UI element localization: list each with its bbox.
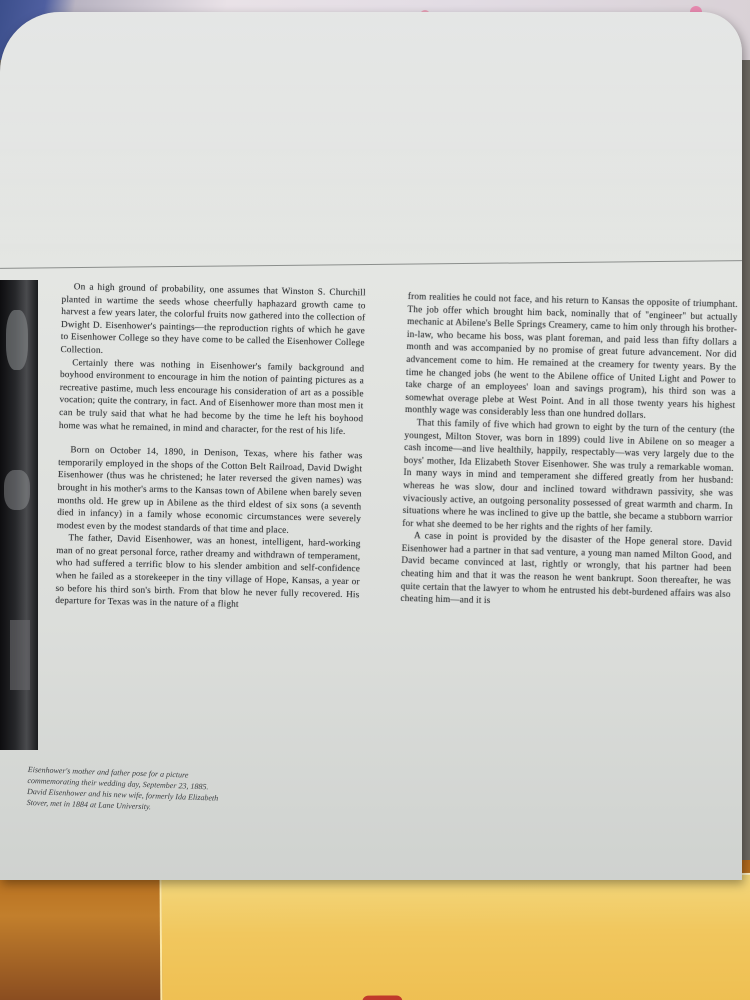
right-text-column: [400, 290, 738, 613]
paragraph: from realities he could not face, and his return to Kansas the opposite of triumphant. The job offer which brought him back, nominally that of "engineer" but actually mechanic at Abilene's Belle Springs Creamery, came to him only through his brother-in-law, who became his boss, was plant foreman, and paid less than fifty dollars a month and was accompanied by no promise of great future advancement. Nor did advancement come to him. He remained at the creamery for twenty years. By the time he changed jobs (he went to the Abilene office of United Light and Power to take charge of an employees' loan and savings program), his third son was a somewhat overage plebe at West Point. And in all those twenty years his highest monthly wage was considerably less than one hundred dollars.: [404, 290, 738, 421]
photo-caption: Eisenhower's mother and father pose for a picture commemorating their wedding day, September 23, 1885. David Eisenhower and his new wife, formerly Ida Elizabeth Stover, met in 1884 at Lane University.: [26, 764, 219, 812]
red-mark: [362, 995, 402, 1000]
paragraph: Born on October 14, 1890, in Denison, Texas, where his father was temporarily employed in the shops of the Cotton Belt Railroad, David Dwight Eisenhower (thus was he christened; he later reversed the given names) was brought in his mother's arms to the Kansas town of Abilene when barely seven months old. He grew up in Abilene as the third eldest of six sons (a seventh died in infancy) in a family whose economic circumstances were severely modest even by the modest standards of that time and place.: [56, 444, 363, 535]
paragraph: On a high ground of probability, one assumes that Winston S. Churchill planted in wartime the seeds whose cheerfully haphazard growth came to harvest a few years later, the colorful fruits now gathered into the collection of Dwight D. Eisenhower's paintings—the reproduction rights of which he gave to Eisenhower College so they have come to be called the Eisenhower College Collection.: [60, 281, 366, 355]
paragraph: A case in point is provided by the disaster of the Hope general store. David Eisenhower had a partner in that sad venture, a young man named Milton Good, and David became convinced at last, rightly or wrongly, that his partner had been cheating him and that it was the reason he went bankrupt. Soon thereafter, he was quite certain that the lawyer to whom he entrusted his debt-burdened affairs was also cheating him—and it is: [400, 530, 733, 606]
yellow-book-cover: [160, 873, 750, 1000]
paragraph: That this family of five which had grown to eight by the turn of the century (the youngest, Milton Stover, was born in 1899) could live in Abilene on so meager a cash income—and live healthily, happily, respectably—was very largely due to the boys' mother, Ida Elizabeth Stover Eisenhower. She was truly a remarkable woman. In many ways in mind and temperament she differed greatly from her husband: whereas he was slow, dour and inclined toward withdrawn passivity, she was vivaciously active, an outgoing personality possessed of great warmth and charm. In situations where he was inclined to give up the battle, she became a stubborn warrior for what she deemed to be her rights and the rights of her family.: [402, 417, 735, 534]
paragraph: Certainly there was nothing in Eisenhower's family background and boyhood environment to encourage in him the notion of painting pictures as a recreative pastime, much less encourage his consideration of art as a possible vocation; quite the contrary, in fact. And of Eisenhower more than most men it can be truly said that what he had become by the time he left his boyhood home was what he remained, in mind and character, for the rest of his life.: [58, 356, 365, 436]
left-text-column: [55, 280, 366, 613]
paragraph: The father, David Eisenhower, was an honest, intelligent, hard-working man of no great personal force, rather dreamy and withdrawn of temperament, who had suffered a terrific blow to his slender ambition and self-confidence when he failed as a storekeeper in the tiny village of Hope, Kansas, a year or so before his third son's birth. From that blow he never fully recovered. His departure for Texas was in the nature of a flight: [55, 532, 361, 610]
header-rule: [0, 260, 742, 269]
book-page: [0, 12, 742, 880]
photograph-edge: [0, 280, 38, 750]
